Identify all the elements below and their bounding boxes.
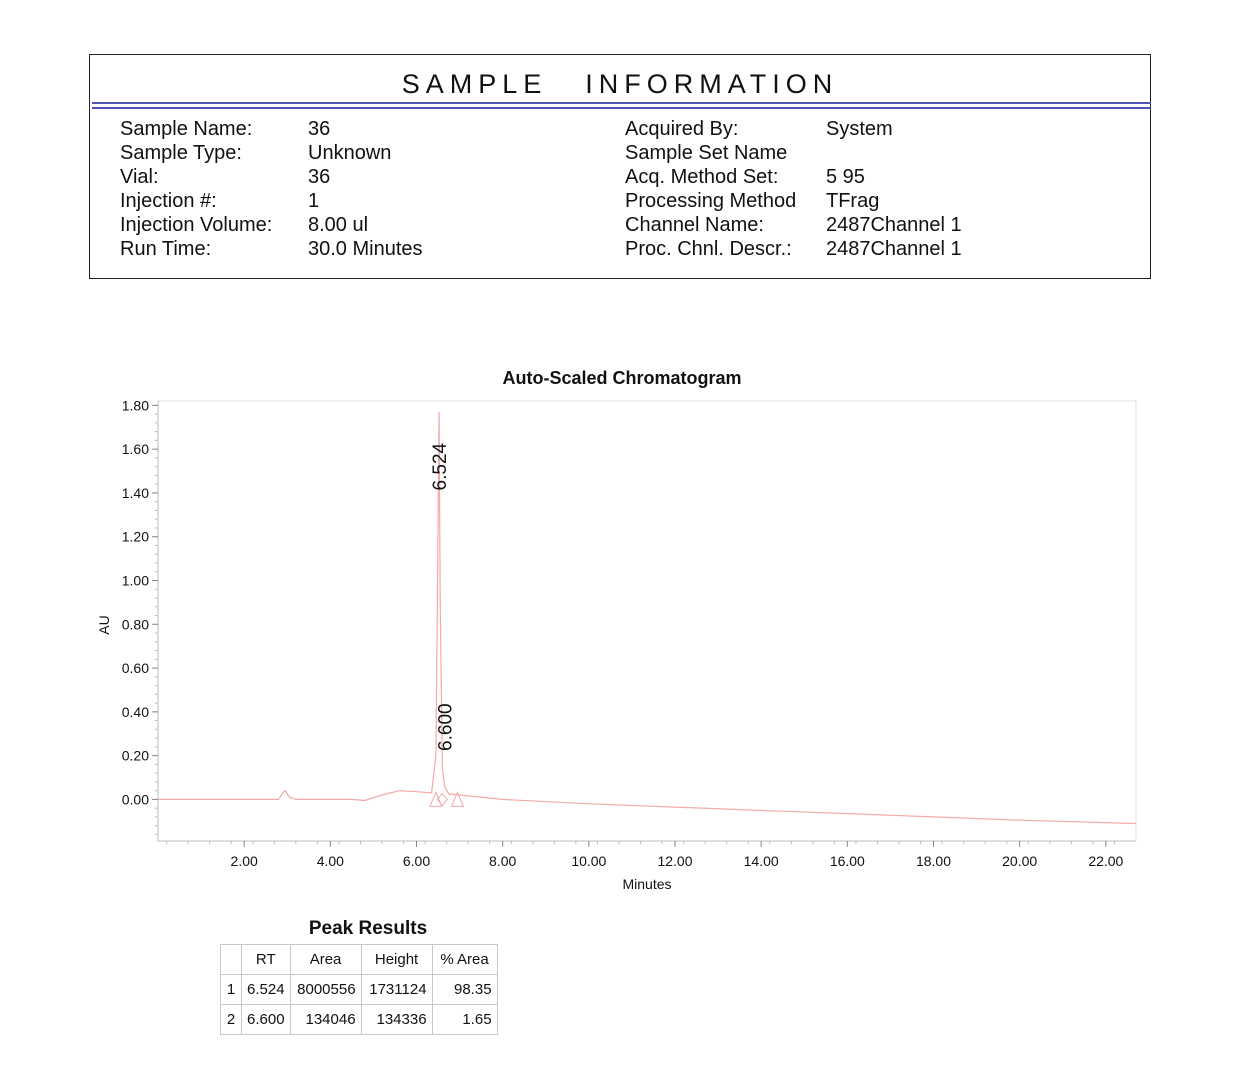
header-rt: RT <box>242 945 291 975</box>
peak-label: 6.600 <box>435 703 457 751</box>
x-axis-label: Minutes <box>622 876 672 892</box>
x-tick-label: 16.00 <box>829 853 865 869</box>
y-tick-label: 0.80 <box>121 616 149 633</box>
info-row-injection-volume: Injection Volume: 8.00 ul <box>120 214 369 236</box>
cell-area: 134046 <box>290 1005 361 1035</box>
info-row-proc-chnl-descr: Proc. Chnl. Descr.: 2487Channel 1 <box>625 238 962 260</box>
y-tick-label: 0.00 <box>121 791 149 808</box>
peak-results-title: Peak Results <box>308 918 428 939</box>
cell-height: 1731124 <box>361 975 432 1005</box>
sample-information-title <box>90 69 1150 100</box>
x-tick-label: 22.00 <box>1088 853 1124 869</box>
y-axis-label: AU <box>96 615 112 635</box>
cell-percent-area: 1.65 <box>432 1005 497 1035</box>
y-tick-label: 1.80 <box>121 397 149 414</box>
x-tick-label: 8.00 <box>489 853 517 869</box>
title-rule-bottom <box>92 107 1151 109</box>
series-line <box>158 412 1136 824</box>
plot-frame <box>158 401 1136 841</box>
y-tick-label: 1.60 <box>121 441 149 458</box>
cell-index: 2 <box>221 1005 242 1035</box>
cell-rt: 6.524 <box>242 975 291 1005</box>
x-tick-label: 12.00 <box>657 853 693 869</box>
header-index <box>221 945 242 975</box>
cell-percent-area: 98.35 <box>432 975 497 1005</box>
y-tick-label: 0.40 <box>121 703 149 720</box>
cell-area: 8000556 <box>290 975 361 1005</box>
info-row-acquired-by: Acquired By: System <box>625 118 893 140</box>
header-area: Area <box>290 945 361 975</box>
peak-label: 6.524 <box>430 442 452 491</box>
cell-index: 1 <box>221 975 242 1005</box>
y-tick-label: 1.20 <box>121 528 149 545</box>
title-word-sample: SAMPLE <box>401 69 548 99</box>
info-row-processing-method: Processing Method TFrag <box>625 190 880 212</box>
info-row-acq-method-set: Acq. Method Set: 5 95 <box>625 166 865 188</box>
x-tick-label: 6.00 <box>402 853 431 869</box>
title-word-information: INFORMATION <box>585 69 839 99</box>
x-tick-label: 18.00 <box>915 853 952 869</box>
x-tick-label: 4.00 <box>316 853 344 869</box>
x-tick-label: 20.00 <box>1002 853 1038 869</box>
sample-information-panel <box>89 54 1151 279</box>
header-percent-area: % Area <box>432 945 497 975</box>
table-row <box>221 975 498 1005</box>
x-tick-label: 10.00 <box>571 853 607 869</box>
info-row-sample-set-name: Sample Set Name <box>625 142 788 164</box>
info-left-column <box>120 117 600 261</box>
y-tick-label: 1.00 <box>121 572 149 589</box>
y-tick-label: 0.20 <box>121 747 149 764</box>
title-rule-top <box>92 102 1151 104</box>
info-right-column <box>625 117 1125 261</box>
peak-results <box>220 918 502 1035</box>
info-row-sample-type: Sample Type: Unknown <box>120 142 392 164</box>
info-row-sample-name: Sample Name: 36 <box>120 118 331 140</box>
cell-height: 134336 <box>361 1005 432 1035</box>
chromatogram-svg <box>0 355 1243 915</box>
chart-title: Auto-Scaled Chromatogram <box>502 368 742 388</box>
table-header-row <box>221 945 498 975</box>
x-tick-label: 14.00 <box>743 853 779 869</box>
chromatogram-chart <box>0 355 1243 915</box>
info-row-injection-number: Injection #: 1 <box>120 190 320 212</box>
y-tick-label: 0.60 <box>121 660 149 677</box>
header-height: Height <box>361 945 432 975</box>
peak-start-marker <box>430 792 442 806</box>
x-tick-label: 2.00 <box>230 853 258 869</box>
y-tick-label: 1.40 <box>121 484 149 501</box>
info-row-run-time: Run Time: 30.0 Minutes <box>120 238 423 260</box>
info-row-channel-name: Channel Name: 2487Channel 1 <box>625 214 962 236</box>
info-row-vial: Vial: 36 <box>120 166 331 188</box>
cell-rt: 6.600 <box>242 1005 291 1035</box>
peak-results-table <box>220 944 498 1035</box>
table-row <box>221 1005 498 1035</box>
